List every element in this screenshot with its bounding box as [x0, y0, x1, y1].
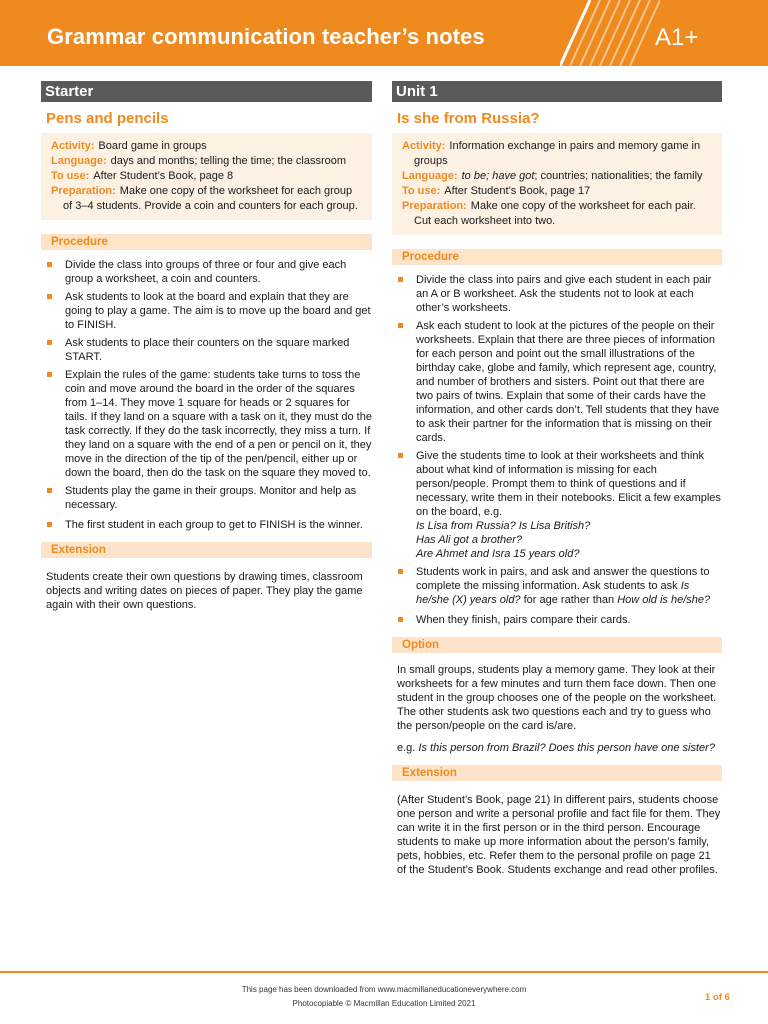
example-question: Are Ahmet and Isra 15 years old?: [416, 548, 580, 560]
info-key: Activity:: [402, 140, 446, 152]
list-item-text: Give the students time to look at their worksheets and think about what kind of information is missing for each person/people. Prompt them to think of questions and if necessary, write them in their notebooks. Elicit a few examples on the board, e.g.: [416, 450, 721, 518]
section-heading: Unit 1: [392, 81, 722, 102]
example-question: Has Ali got a brother?: [416, 534, 522, 546]
option-example: [392, 741, 722, 755]
example-question: How old is he/she?: [617, 594, 711, 606]
list-item-text: for age rather than: [520, 594, 618, 606]
info-value: After Student’s Book, page 17: [444, 185, 591, 197]
option-text: In small groups, students play a memory game. They look at their worksheets for a few minutes and turn them face down. Then one student in the group chooses one of the people on the worksheet. The other students ask two questions each and try to guess who the person/people on the card is/are.: [397, 664, 717, 732]
option-eg-label: e.g.: [397, 742, 419, 754]
procedure-list: [392, 273, 722, 627]
lesson-title: Is she from Russia?: [397, 110, 540, 127]
info-value: ; countries; nationalities; the family: [534, 170, 703, 182]
list-item: When they finish, pairs compare their cards.: [392, 613, 722, 627]
info-key: Language:: [51, 155, 107, 167]
info-language: [51, 154, 364, 169]
list-item: Divide the class into pairs and give each student in each pair an A or B worksheet. Ask the students not to look at each other’s worksheets.: [392, 273, 722, 315]
procedure-heading: Procedure: [392, 249, 722, 265]
list-item: [392, 565, 722, 607]
info-to-use: [402, 184, 714, 199]
info-activity: [51, 139, 364, 154]
option-heading: Option: [392, 637, 722, 653]
info-key: To use:: [402, 185, 441, 197]
lesson-title: Pens and pencils: [46, 110, 169, 127]
extension-text: (After Student’s Book, page 21) In different pairs, students choose one person and write a personal profile and fact file for them. They can write it in the first person or in the third person. Encourage students to make up more information about the person’s family, pets, hobbies, etc. Refer them to the personal profile on page 21 of the Student’s Book. Students exchange and read other profiles.: [397, 794, 721, 876]
procedure-heading: Procedure: [41, 234, 372, 250]
lesson-info-box: [392, 133, 722, 235]
info-to-use: [51, 169, 364, 184]
page-header: [0, 0, 768, 66]
page-number: 1 of 6: [705, 992, 730, 1003]
extension-text: Students create their own questions by drawing times, classroom objects and writing dates on pieces of paper. They play the game again with their own questions.: [46, 571, 363, 611]
list-item: [392, 449, 722, 561]
info-key: Language:: [402, 170, 458, 182]
footer-text: [0, 983, 768, 1011]
info-value: After Student’s Book, page 8: [93, 170, 234, 182]
info-value-italic: to be; have got: [461, 170, 535, 182]
list-item: Students play the game in their groups. Monitor and help as necessary.: [41, 484, 372, 512]
option-example-questions: Is this person from Brazil? Does this person have one sister?: [418, 742, 715, 754]
footer-copyright: Photocopiable © Macmillan Education Limited 2021: [292, 999, 476, 1008]
left-column: [41, 81, 372, 620]
header-stripes-decoration: [560, 0, 660, 66]
info-key: Preparation:: [402, 200, 467, 212]
list-item-text: Students work in pairs, and ask and answer the questions to complete the missing information. Ask students to ask: [416, 566, 710, 592]
info-value: Information exchange in pairs and memory game in groups: [414, 140, 701, 167]
footer-download-note: This page has been downloaded from www.macmillaneducationeverywhere.com: [241, 985, 527, 994]
example-question: Is he/she (X) years old?: [416, 580, 690, 606]
info-preparation: [402, 199, 714, 229]
list-item: Ask students to look at the board and explain that they are going to play a game. The aim is to move up the board and get to FINISH.: [41, 290, 372, 332]
list-item: Ask each student to look at the pictures of the people on their worksheets. Explain that there are three pieces of information for each person and point out the small illustrations of the birthday cake, globe and family, which represent age, country, and number of brothers and sisters. Point out that there are two pairs of twins. Explain that some of their cards have the information, and other cards don’t. Tell students that they have to ask their partner for the information that is missing on their cards.: [392, 319, 722, 445]
info-key: Preparation:: [51, 185, 116, 197]
info-key: To use:: [51, 170, 90, 182]
list-item: Divide the class into groups of three or four and give each group a worksheet, a coin and counters.: [41, 258, 372, 286]
info-language: [402, 169, 714, 184]
right-column: [392, 81, 722, 885]
info-value: Make one copy of the worksheet for each pair. Cut each worksheet into two.: [414, 200, 696, 227]
example-question: Is Lisa from Russia? Is Lisa British?: [416, 520, 591, 532]
level-label: A1+: [655, 24, 699, 51]
info-value: days and months; telling the time; the classroom: [110, 155, 347, 167]
extension-heading: Extension: [41, 542, 372, 558]
list-item: The first student in each group to get to FINISH is the winner.: [41, 518, 372, 532]
info-value: Board game in groups: [98, 140, 207, 152]
lesson-info-box: [41, 133, 372, 220]
section-heading: Starter: [41, 81, 372, 102]
list-item: Ask students to place their counters on the square marked START.: [41, 336, 372, 364]
procedure-list: [41, 258, 372, 532]
info-activity: [402, 139, 714, 169]
info-key: Activity:: [51, 140, 95, 152]
info-value: Make one copy of the worksheet for each group of 3–4 students. Provide a coin and counters for each group.: [63, 185, 358, 212]
header-title: Grammar communication teacher’s notes: [47, 24, 485, 49]
info-preparation: [51, 184, 364, 214]
footer-divider: [0, 971, 768, 973]
list-item: Explain the rules of the game: students take turns to toss the coin and move around the board in the order of the squares from 1–14. They move 1 square for heads or 2 squares for tails. If they land on a square with a task on it, they must do the task correctly. If they do the task incorrectly, they miss a turn. If they land on a square with the end of a pen or pencil on it, they move in the direction of the tip of the pen/pencil, either up or down the board, then do the task on the square they moved to.: [41, 368, 372, 480]
extension-heading: Extension: [392, 765, 722, 781]
